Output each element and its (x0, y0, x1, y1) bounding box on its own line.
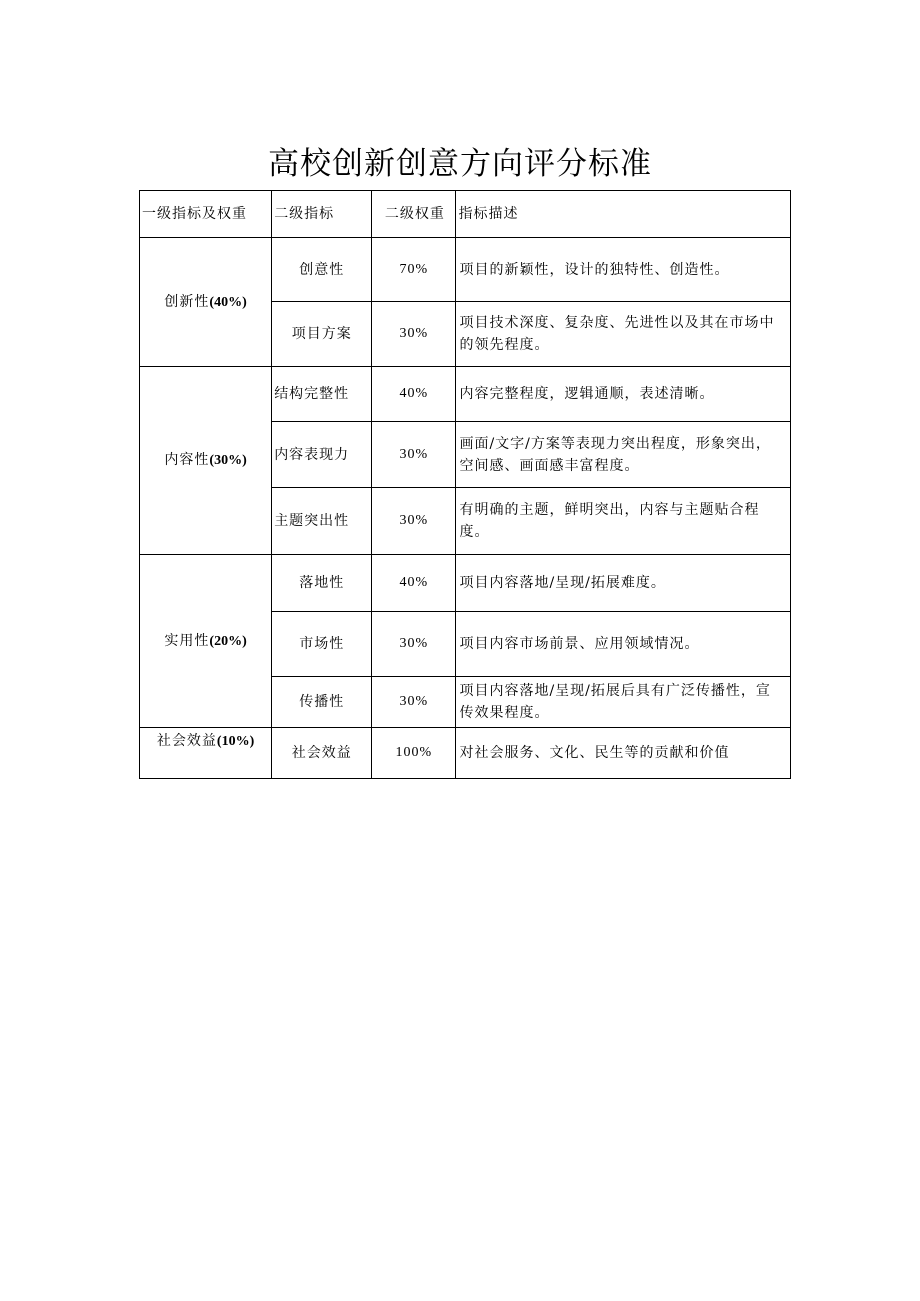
level2-name: 传播性 (272, 677, 372, 728)
description: 对社会服务、文化、民生等的贡献和价值 (456, 728, 791, 779)
level1-label: 内容性 (164, 452, 210, 468)
level2-name: 社会效益 (272, 728, 372, 779)
level2-name: 结构完整性 (272, 367, 372, 422)
header-level1: 一级指标及权重 (140, 191, 272, 238)
level1-cell (140, 238, 272, 367)
description: 内容完整程度，逻辑通顺，表述清晰。 (456, 367, 791, 422)
level1-label: 创新性 (164, 293, 210, 310)
description: 画面/文字/方案等表现力突出程度，形象突出，空间感、画面感丰富程度。 (456, 422, 791, 488)
level2-weight: 70% (372, 238, 456, 302)
level2-name: 内容表现力 (272, 422, 372, 488)
level2-weight: 30% (372, 422, 456, 488)
level2-weight: 30% (372, 677, 456, 728)
header-row (140, 191, 791, 238)
header-level2: 二级指标 (272, 191, 372, 238)
level1-label: 实用性 (164, 632, 210, 649)
table-row (140, 367, 791, 422)
level1-weight: (30%) (209, 453, 247, 468)
level1-cell (140, 367, 272, 555)
header-level2-weight: 二级权重 (372, 191, 456, 238)
table-row (140, 728, 791, 779)
table-row (140, 238, 791, 302)
level2-name: 主题突出性 (272, 488, 372, 555)
level2-weight: 40% (372, 367, 456, 422)
level2-name: 市场性 (272, 612, 372, 677)
level1-weight: (10%) (216, 734, 255, 749)
level2-weight: 30% (372, 488, 456, 555)
level1-cell (140, 555, 272, 728)
page-title: 高校创新创意方向评分标准 (268, 146, 652, 182)
level1-label: 社会效益 (156, 733, 217, 749)
level2-weight: 40% (372, 555, 456, 612)
level2-name: 项目方案 (272, 302, 372, 367)
description: 项目内容落地/呈现/拓展难度。 (456, 555, 791, 612)
description: 有明确的主题，鲜明突出，内容与主题贴合程度。 (456, 488, 791, 555)
level1-cell (140, 728, 272, 779)
header-description: 指标描述 (456, 191, 791, 238)
level2-weight: 30% (372, 612, 456, 677)
level2-name: 落地性 (272, 555, 372, 612)
description: 项目内容落地/呈现/拓展后具有广泛传播性，宣传效果程度。 (456, 677, 791, 728)
level1-weight: (20%) (209, 633, 247, 649)
description: 项目的新颖性，设计的独特性、创造性。 (456, 238, 791, 302)
table-row (140, 555, 791, 612)
level2-weight: 30% (372, 302, 456, 367)
scoring-table (139, 190, 791, 779)
description: 项目技术深度、复杂度、先进性以及其在市场中的领先程度。 (456, 302, 791, 367)
level2-weight: 100% (372, 728, 456, 779)
level2-name: 创意性 (272, 238, 372, 302)
level1-weight: (40%) (209, 294, 247, 310)
description: 项目内容市场前景、应用领域情况。 (456, 612, 791, 677)
